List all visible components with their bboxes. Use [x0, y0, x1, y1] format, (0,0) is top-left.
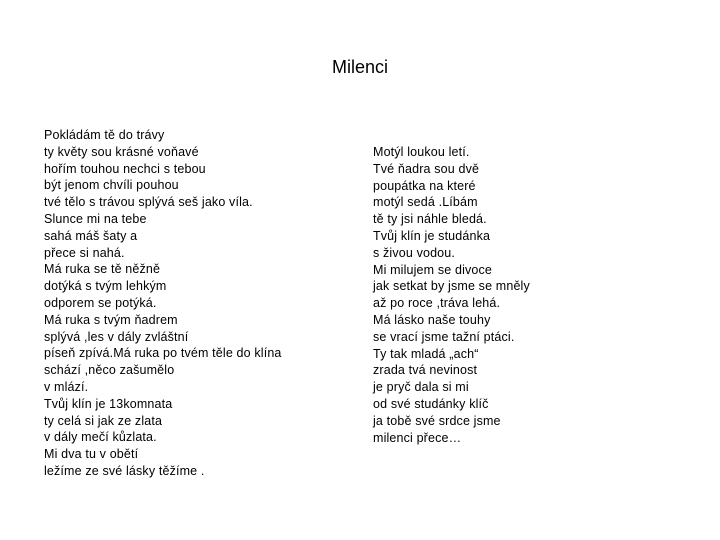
poem-line: Tvé ňadra sou dvě [373, 161, 480, 176]
poem-line: odporem se potýká. [44, 295, 157, 310]
poem-line: Tvůj klín je 13komnata [44, 396, 173, 411]
poem-line: přece si nahá. [44, 245, 125, 260]
poem-line: Má lásko naše touhy [373, 312, 491, 327]
poem-line: se vrací jsme tažní ptáci. [373, 329, 515, 344]
poem-line: milenci přece… [373, 430, 462, 445]
poem-line: schází ,něco zašumělo [44, 363, 175, 378]
poem-line: poupátka na které [373, 178, 476, 193]
poem-line: ležíme ze své lásky těžíme . [44, 463, 205, 478]
poem-line: sahá máš šaty a [44, 228, 138, 243]
poem-line: ty celá si jak ze zlata [44, 413, 163, 428]
poem-left-column [44, 127, 282, 480]
poem-line: s živou vodou. [373, 245, 456, 260]
poem-line: dotýká s tvým lehkým [44, 279, 167, 294]
poem-line: Pokládám tě do trávy [44, 128, 165, 142]
poem-line: Motýl loukou letí. [373, 145, 470, 159]
poem-line: v dály mečí kůzlata. [44, 430, 157, 445]
poem-line: od své studánky klíč [373, 396, 489, 411]
poem-line: hořím touhou nechci s tebou [44, 161, 206, 176]
poem-line: ty květy sou krásné voňavé [44, 144, 199, 159]
poem-line: Mi dva tu v obětí [44, 447, 139, 462]
poem-line: Má ruka se tě něžně [44, 262, 161, 277]
poem-line: tě ty jsi náhle bledá. [373, 212, 487, 227]
poem-line: v mlází. [44, 379, 89, 394]
poem-line: jak setkat by jsme se mněly [373, 279, 530, 294]
poem-line: splývá ,les v dály zvláštní [44, 329, 189, 344]
poem-line: je pryč dala si mi [373, 380, 469, 395]
poem-line: Slunce mi na tebe [44, 211, 147, 226]
poem-line: Tvůj klín je studánka [373, 228, 491, 243]
poem-line: Mi milujem se divoce [373, 262, 493, 277]
poem-line: ja tobě své srdce jsme [373, 413, 501, 428]
poem-line: píseň zpívá.Má ruka po tvém těle do klína [44, 346, 282, 361]
poem-line: Ty tak mladá „ach“ [373, 346, 479, 361]
poem-right-column [373, 144, 530, 446]
poem-line: Má ruka s tvým ňadrem [44, 312, 178, 327]
poem-line: motýl sedá .Líbám [373, 195, 478, 210]
poem-line: až po roce ,tráva lehá. [373, 296, 501, 311]
poem-line: zrada tvá nevinost [373, 363, 478, 378]
poem-title: Milenci [331, 57, 388, 77]
poem-line: tvé tělo s trávou splývá seš jako víla. [44, 195, 253, 210]
poem-line: být jenom chvíli pouhou [44, 178, 179, 193]
